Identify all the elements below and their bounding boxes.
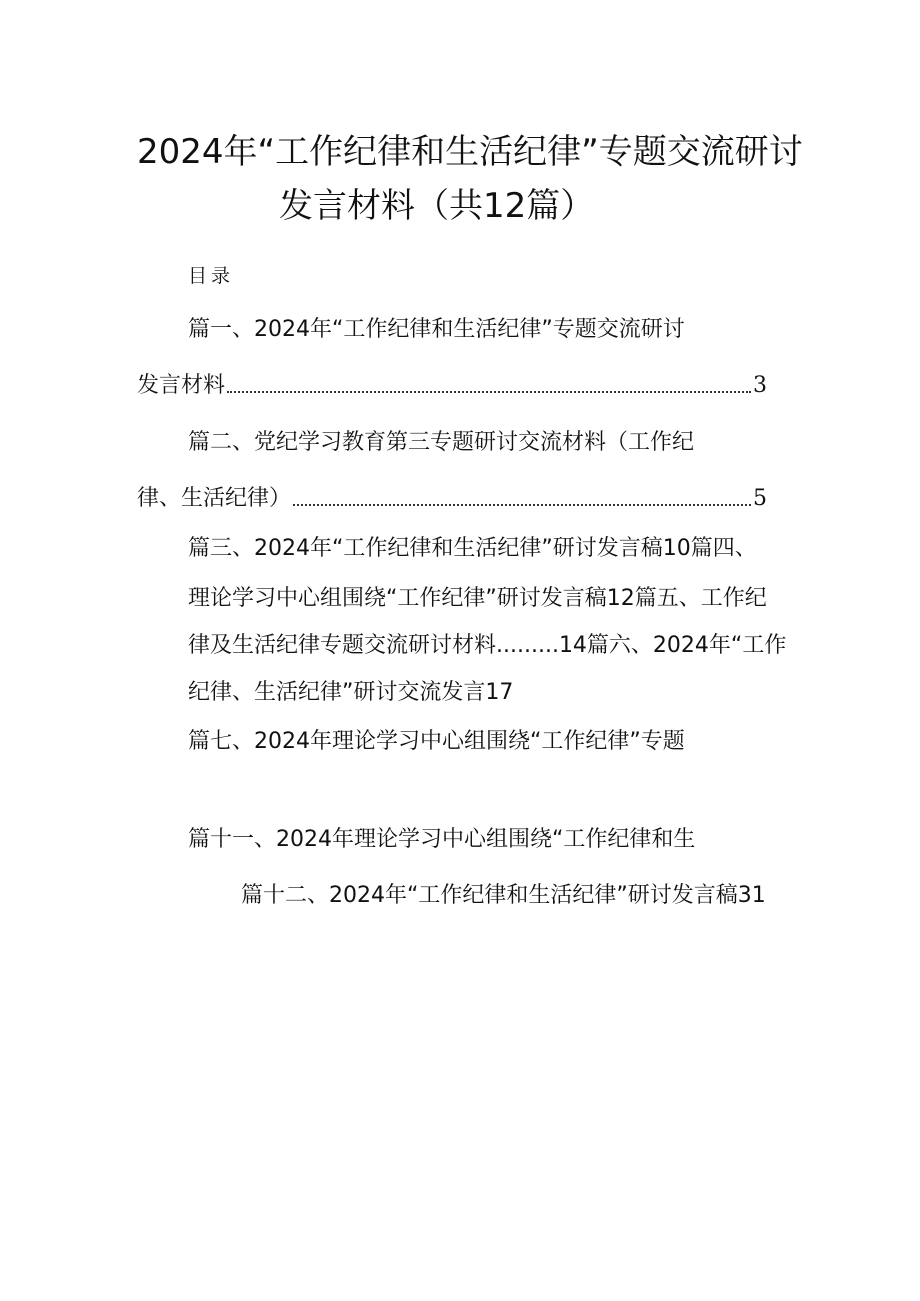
document-title-line-2: 发言材料（共12篇） [279,186,595,226]
toc-line-10: 篇十一、2024年理论学习中心组围绕“工作纪律和生 [188,827,696,852]
toc-line-5: 篇三、2024年“工作纪律和生活纪律”研讨发言稿10篇四、 [188,536,757,561]
toc-line-7: 律及生活纪律专题交流研讨材料.........14篇六、2024年“工作 [188,633,787,658]
toc-entry-2-continuation [137,483,767,515]
toc-entry-text: 发言材料 [137,373,226,398]
toc-heading: 目录 [188,265,235,287]
toc-line-6: 理论学习中心组围绕“工作纪律”研讨发言稿12篇五、工作纪 [188,586,767,611]
toc-line-3: 篇二、党纪学习教育第三专题研讨交流材料（工作纪 [188,430,695,455]
toc-page-number: 5 [753,486,767,511]
toc-line-8: 纪律、生活纪律”研讨交流发言17 [188,680,514,705]
toc-leader-dots [293,504,751,506]
toc-line-9: 篇七、2024年理论学习中心组围绕“工作纪律”专题 [188,729,685,754]
toc-leader-dots [227,391,751,393]
document-title-line-1: 2024年“工作纪律和生活纪律”专题交流研讨 [137,132,803,172]
toc-entry-text: 律、生活纪律） [137,486,292,511]
toc-entry-1-continuation [137,370,767,402]
toc-line-1: 篇一、2024年“工作纪律和生活纪律”专题交流研讨 [188,317,685,342]
toc-line-11: 篇十二、2024年“工作纪律和生活纪律”研讨发言稿31 [241,883,766,908]
toc-page-number: 3 [753,373,767,398]
